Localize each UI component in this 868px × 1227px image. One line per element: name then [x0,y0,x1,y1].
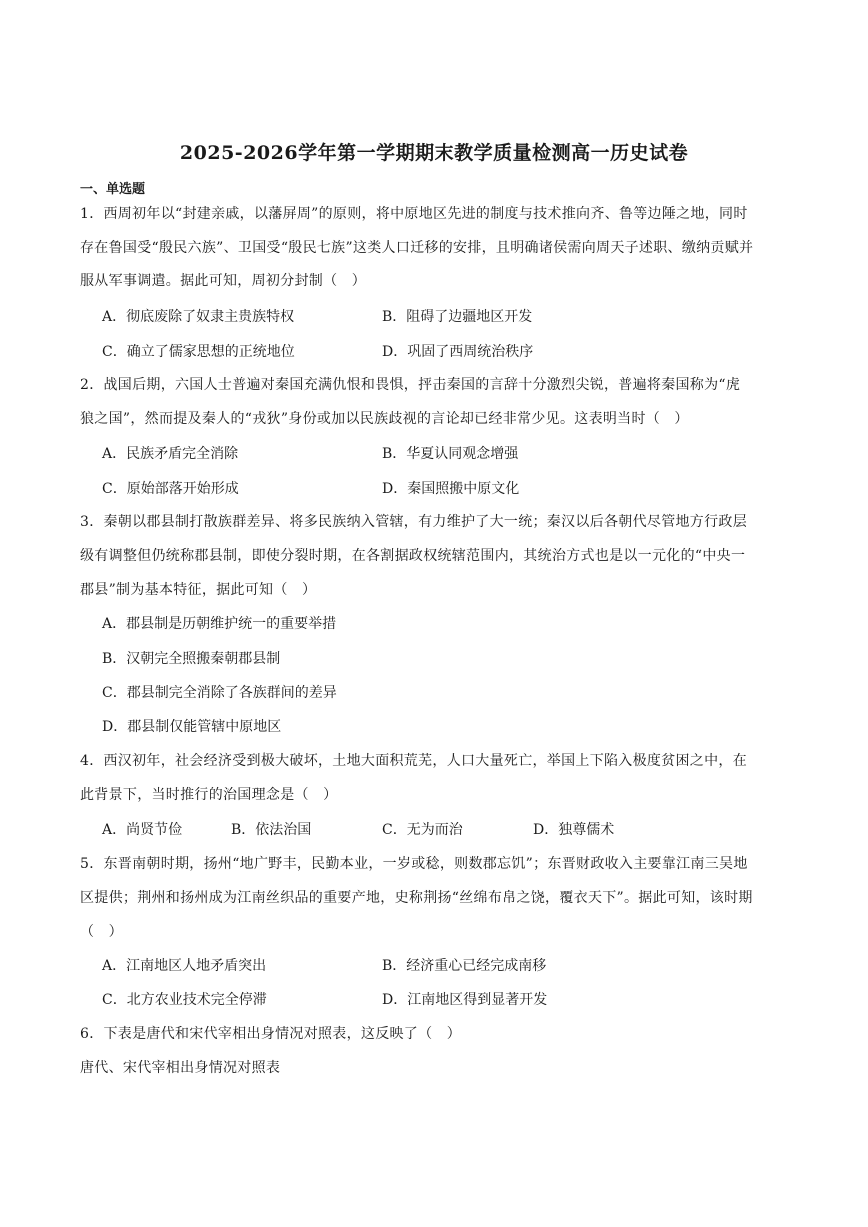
question-1-option-c: C．确立了儒家思想的正统地位 [102,344,295,360]
question-5-line-3: （ ） [80,924,123,940]
section-heading: 一、单选题 [80,182,146,197]
question-3-line-3: 郡县”制为基本特征，据此可知（ ） [80,582,317,598]
question-5-option-c: C．北方农业技术完全停滞 [102,992,267,1008]
question-3-line-1: 3．秦朝以郡县制打散族群差异、将多民族纳入管辖，有力维护了大一统；秦汉以后各朝代尽管地方行政层 [80,514,748,530]
question-2-option-c: C．原始部落开始形成 [102,481,239,497]
question-2-option-b: B．华夏认同观念增强 [382,446,519,462]
question-4-option-a: A．尚贤节俭 [102,822,183,838]
question-4-line-1: 4．西汉初年，社会经济受到极大破坏，土地大面积荒芜，人口大量死亡，举国上下陷入极度贫困之中，在 [80,753,748,769]
question-3-option-c: C．郡县制完全消除了各族群间的差异 [102,685,337,701]
question-1-option-b: B．阻碍了边疆地区开发 [382,309,533,325]
question-3-option-d: D．郡县制仅能管辖中原地区 [102,719,282,735]
question-2-line-2: 狼之国”，然而提及秦人的“戎狄”身份或加以民族歧视的言论却已经非常少见。这表明当时（ ） [80,411,689,427]
question-1-option-a: A．彻底废除了奴隶主贵族特权 [102,309,295,325]
question-2-line-1: 2．战国后期，六国人士普遍对秦国充满仇恨和畏惧，抨击秦国的言辞十分激烈尖锐，普遍将秦国称为“虎 [80,377,741,393]
question-5-option-a: A．江南地区人地矛盾突出 [102,958,267,974]
question-5-line-1: 5．东晋南朝时期，扬州“地广野丰，民勤本业，一岁或稔，则数郡忘饥”；东晋财政收入主要靠江南三吴地 [80,856,748,872]
question-3-option-a: A．郡县制是历朝维护统一的重要举措 [102,616,337,632]
question-4-option-c: C．无为而治 [382,822,463,838]
question-6-line-1: 6．下表是唐代和宋代宰相出身情况对照表，这反映了（ ） [80,1026,462,1042]
question-4-line-2: 此背景下，当时推行的治国理念是（ ） [80,787,338,803]
question-2-option-d: D．秦国照搬中原文化 [382,481,520,497]
question-5-option-b: B．经济重心已经完成南移 [382,958,547,974]
question-4-option-d: D．独尊儒术 [533,822,615,838]
question-5-option-d: D．江南地区得到显著开发 [382,992,548,1008]
question-1-line-1: 1．西周初年以“封建亲戚，以藩屏周”的原则，将中原地区先进的制度与技术推向齐、鲁等边陲之地，同时 [80,206,748,222]
question-1-line-2: 存在鲁国受“殷民六族”、卫国受“殷民七族”这类人口迁移的安排，且明确诸侯需向周天子述职、缴纳贡赋并 [80,240,754,256]
question-3-line-2: 级有调整但仍统称郡县制，即使分裂时期，在各割据政权统辖范围内，其统治方式也是以一元化的“中央一 [80,548,746,564]
question-4-option-b: B．依法治国 [231,822,312,838]
question-1-line-3: 服从军事调遣。据此可知，周初分封制（ ） [80,273,366,289]
question-5-line-2: 区提供；荆州和扬州成为江南丝织品的重要产地，史称荆扬“丝绵布帛之饶，覆衣天下”。据此可知，该时期 [80,890,753,906]
question-3-option-b: B．汉朝完全照搬秦朝郡县制 [102,651,281,667]
page-title: 2025-2026学年第一学期期末教学质量检测高一历史试卷 [179,142,689,164]
question-6-table-caption: 唐代、宋代宰相出身情况对照表 [80,1060,281,1076]
question-2-option-a: A．民族矛盾完全消除 [102,446,239,462]
question-1-option-d: D．巩固了西周统治秩序 [382,344,534,360]
